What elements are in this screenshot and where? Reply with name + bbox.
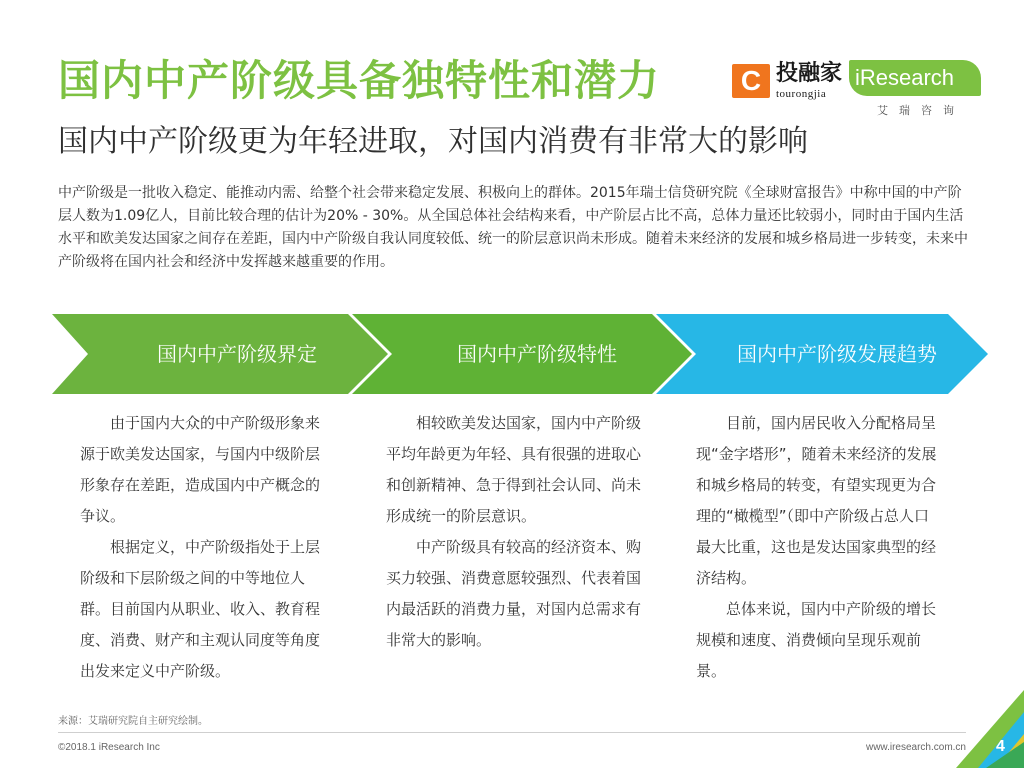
page-title: 国内中产阶级具备独特性和潜力 — [58, 56, 661, 105]
tourongjia-logo-text: 投融家 — [776, 61, 843, 86]
column-trend-p2: 总体来说，国内中产阶级的增长规模和速度、消费倾向呈现乐观前景。 — [696, 600, 937, 680]
column-characteristics-p1: 相较欧美发达国家，国内中产阶级平均年龄更为年轻、具有很强的进取心和创新精神、急于得到社会认同、尚未形成统一的阶层意识。 — [386, 414, 642, 525]
footer-divider — [58, 732, 966, 733]
tourongjia-logo-pinyin: tourongjia — [776, 88, 827, 100]
chevron-label-characteristics: 国内中产阶级特性 — [457, 342, 617, 366]
iresearch-logo-text: iResearch — [855, 65, 955, 90]
column-definition-p1: 由于国内大众的中产阶级形象来源于欧美发达国家，与国内中级阶层形象存在差距，造成国内中产概念的争议。 — [80, 414, 321, 525]
page-number: 4 — [996, 738, 1005, 755]
column-trend — [696, 408, 942, 687]
column-characteristics — [386, 408, 642, 656]
iresearch-logo — [849, 60, 981, 96]
website-url: www.iresearch.com.cn — [865, 742, 966, 753]
chevron-banner — [52, 314, 988, 394]
column-trend-p1: 目前，国内居民收入分配格局呈现“金字塔形”，随着未来经济的发展和城乡格局的转变，有望实现更为合理的“橄榄型”（即中产阶级占总人口最大比重，这也是发达国家典型的经济结构。 — [696, 414, 937, 587]
corner-decoration — [956, 690, 1024, 768]
tourongjia-logo-icon: C — [732, 64, 770, 98]
column-definition-p2: 根据定义，中产阶级指处于上层阶级和下层阶级之间的中等地位人群。目前国内从职业、收入、教育程度、消费、财产和主观认同度等角度出发来定义中产阶级。 — [80, 538, 321, 680]
page-subtitle: 国内中产阶级更为年轻进取，对国内消费有非常大的影响 — [58, 124, 808, 159]
intro-paragraph: 中产阶级是一批收入稳定、能推动内需、给整个社会带来稳定发展、积极向上的群体。2015年瑞士信贷研究院《全球财富报告》中称中国的中产阶层人数为1.09亿人，目前比较合理的估计为20% - 30%。从全国总体社会结构来看，中产阶层占比不高，总体力量还比较弱小，同时由于国内生活水平和欧美发达国家之间存在差距，国内中产阶级自我认同度较低、统一的阶层意识尚未形成。随着未来经济的发展和城乡格局进一步转变，未来中产阶级将在国内社会和经济中发挥越来越重要的作用。 — [58, 185, 968, 270]
column-definition — [80, 408, 332, 687]
logo-area — [732, 60, 982, 120]
chevron-label-definition: 国内中产阶级界定 — [157, 342, 317, 366]
chevron-label-trend: 国内中产阶级发展趋势 — [737, 342, 937, 366]
source-note: 来源：艾瑞研究院自主研究绘制。 — [58, 716, 208, 727]
iresearch-logo-cn: 艾瑞咨询 — [877, 104, 965, 117]
copyright: ©2018.1 iResearch Inc — [58, 742, 160, 753]
column-characteristics-p2: 中产阶级具有较高的经济资本、购买力较强、消费意愿较强烈、代表着国内最活跃的消费力量，对国内总需求有非常大的影响。 — [386, 538, 642, 649]
